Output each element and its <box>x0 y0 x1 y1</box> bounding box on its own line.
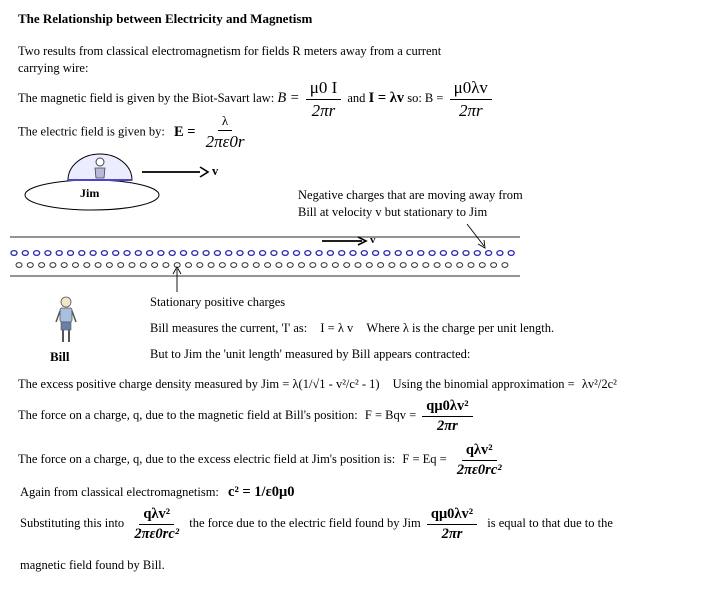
magnetic-prefix: The magnetic field is given by the Biot-Savart law: <box>18 90 275 105</box>
jim-velocity-label: v <box>212 164 219 178</box>
negative-charge <box>22 251 28 256</box>
electric-numerator: λ <box>218 114 232 131</box>
classical-prefix: Again from classical electromagnetism: <box>20 485 219 499</box>
substituting-middle: the force due to the electric field found by Jim <box>189 516 421 531</box>
electric-force-prefix: The force on a charge, q, due to the excess electric field at Jim's position is: <box>18 452 396 467</box>
b-lambda-v-denominator: 2πr <box>458 100 483 120</box>
negative-charge <box>474 251 480 256</box>
classical-equation: c² = 1/ε0μ0 <box>228 484 295 500</box>
positive-charge <box>479 263 485 268</box>
biot-savart-denominator: 2πr <box>311 100 336 120</box>
positive-charge <box>73 263 79 268</box>
negative-charge <box>463 251 469 256</box>
excess-charge-row <box>18 377 617 391</box>
substituting-numerator-2: qμ0λv² <box>427 506 477 525</box>
substituting-denominator-2: 2πr <box>441 525 463 542</box>
substituting-prefix: Substituting this into <box>20 516 125 531</box>
negative-charges-pointer <box>467 224 484 246</box>
positive-charge <box>276 263 282 268</box>
positive-charge <box>355 263 361 268</box>
wire-velocity-label: v <box>370 234 376 246</box>
negative-charge <box>135 251 141 256</box>
negative-charge <box>147 251 153 256</box>
negative-charge <box>90 251 96 256</box>
magnetic-force-row <box>18 398 476 434</box>
negative-charge <box>339 251 345 256</box>
biot-savart-numerator: μ0 I <box>306 78 342 100</box>
negative-charge <box>192 251 198 256</box>
negative-charge <box>327 251 333 256</box>
positive-charge <box>400 263 406 268</box>
jim-contract-text: But to Jim the 'unit length' measured by Bill appears contracted: <box>150 347 471 361</box>
electric-force-numerator: qλv² <box>462 442 497 461</box>
electric-force-denominator: 2πε0rc² <box>456 461 502 478</box>
b-lambda-v-numerator: μ0λv <box>450 78 492 100</box>
positive-charge <box>287 263 293 268</box>
excess-prefix: The excess positive charge density measured by Jim = <box>18 377 290 391</box>
electric-denominator: 2πε0r <box>205 131 245 151</box>
negative-charge <box>395 251 401 256</box>
positive-note: Stationary positive charges <box>150 295 286 309</box>
negative-charge <box>316 251 322 256</box>
e-equals: E = <box>173 123 196 140</box>
negative-charge <box>158 251 164 256</box>
substituting-suffix: is equal to that due to the <box>487 516 613 531</box>
jim-figure-head <box>96 158 104 166</box>
negative-charge <box>271 251 277 256</box>
positive-charge <box>231 263 237 268</box>
binomial-approx: λv²/2c² <box>581 377 617 391</box>
magnetic-force-prefix: The force on a charge, q, due to the magnetic field at Bill's position: <box>18 408 358 423</box>
negative-charge <box>440 251 446 256</box>
positive-charge <box>84 263 90 268</box>
positive-charge <box>457 263 463 268</box>
positive-charge <box>152 263 158 268</box>
bill-current-row <box>150 321 554 335</box>
negative-charge <box>248 251 254 256</box>
positive-charges-row <box>16 263 508 268</box>
positive-charge <box>389 263 395 268</box>
positive-charge <box>265 263 271 268</box>
negative-charge <box>181 251 187 256</box>
current-equation: I = λv <box>368 89 405 106</box>
negative-charge <box>350 251 356 256</box>
positive-charge <box>366 263 372 268</box>
substituting-fraction-1 <box>130 506 183 542</box>
bill-current-where: Where λ is the charge per unit length. <box>366 321 555 335</box>
binomial-text: Using the binomial approximation = <box>392 377 575 391</box>
positive-charge <box>310 263 316 268</box>
negative-charge <box>282 251 288 256</box>
negative-charge <box>418 251 424 256</box>
negative-charge <box>260 251 266 256</box>
positive-charge <box>378 263 384 268</box>
substituting-denominator-1: 2πε0rc² <box>134 525 180 542</box>
positive-charge <box>140 263 146 268</box>
magnetic-force-denominator: 2πr <box>437 417 458 434</box>
negative-charge <box>407 251 413 256</box>
excess-expression: λ(1/√1 - v²/c² - 1) <box>292 377 380 391</box>
magnetic-force-eq: F = Bqv = <box>364 408 417 423</box>
positive-charge <box>118 263 124 268</box>
positive-charge <box>434 263 440 268</box>
page-title: The Relationship between Electricity and Magnetism <box>18 11 313 26</box>
bill-current-text: Bill measures the current, 'I' as: <box>150 321 308 335</box>
negative-note-line-1: Negative charges that are moving away from <box>298 188 523 202</box>
negative-charge <box>79 251 85 256</box>
negative-charge <box>486 251 492 256</box>
positive-charge <box>186 263 192 268</box>
positive-charge <box>27 263 33 268</box>
negative-charge <box>226 251 232 256</box>
electric-force-row <box>18 442 509 478</box>
negative-charge <box>203 251 209 256</box>
classical-row <box>20 484 295 501</box>
positive-charge <box>208 263 214 268</box>
positive-charge <box>468 263 474 268</box>
negative-charge <box>361 251 367 256</box>
so-b-equals: so: B = <box>407 90 444 105</box>
positive-charge <box>61 263 67 268</box>
positive-charge <box>321 263 327 268</box>
negative-charge <box>214 251 220 256</box>
negative-charge <box>497 251 503 256</box>
positive-charge <box>197 263 203 268</box>
positive-charge <box>16 263 22 268</box>
negative-charge <box>508 251 514 256</box>
negative-charge <box>294 251 300 256</box>
negative-charge <box>373 251 379 256</box>
bill-current-equation: I = λ v <box>320 321 354 335</box>
negative-charge <box>169 251 175 256</box>
magnetic-force-fraction <box>422 398 472 434</box>
negative-charge <box>68 251 74 256</box>
positive-charge <box>129 263 135 268</box>
electric-force-eq: F = Eq = <box>402 452 447 467</box>
positive-charge <box>502 263 508 268</box>
electric-prefix: The electric field is given by: <box>18 124 165 139</box>
negative-charge <box>56 251 62 256</box>
positive-charge <box>242 263 248 268</box>
intro-line-1: Two results from classical electromagnetism for fields R meters away from a current <box>18 44 442 58</box>
negative-note-line-2: Bill at velocity v but stationary to Jim <box>298 205 488 219</box>
jim-velocity-arrowhead <box>200 167 208 177</box>
negative-charge <box>34 251 40 256</box>
negative-charge <box>237 251 243 256</box>
negative-charge <box>101 251 107 256</box>
substituting-last-line: magnetic field found by Bill. <box>20 558 165 572</box>
and-text: and <box>347 90 366 105</box>
positive-charge <box>344 263 350 268</box>
positive-charge <box>106 263 112 268</box>
positive-charge <box>445 263 451 268</box>
positive-charge <box>299 263 305 268</box>
positive-charge <box>50 263 56 268</box>
substituting-numerator-1: qλv² <box>139 506 174 525</box>
positive-charge <box>39 263 45 268</box>
negative-charge <box>429 251 435 256</box>
positive-charge <box>163 263 169 268</box>
intro-line-2: carrying wire: <box>18 61 89 75</box>
negative-charges-row <box>11 251 514 256</box>
bill-label: Bill <box>50 349 70 364</box>
negative-charge <box>45 251 51 256</box>
positive-charge <box>253 263 259 268</box>
negative-charge <box>113 251 119 256</box>
substituting-row <box>20 506 613 542</box>
positive-charge <box>491 263 497 268</box>
positive-charge <box>423 263 429 268</box>
positive-charge <box>95 263 101 268</box>
electric-force-fraction <box>453 442 506 478</box>
negative-charge <box>305 251 311 256</box>
magnetic-force-numerator: qμ0λv² <box>422 398 472 417</box>
negative-pointer-arrowhead <box>478 240 485 248</box>
positive-charge <box>412 263 418 268</box>
jim-figure-body <box>95 168 105 178</box>
negative-charge <box>124 251 130 256</box>
positive-charge <box>219 263 225 268</box>
b-equals: B = <box>277 89 300 106</box>
negative-charge <box>452 251 458 256</box>
positive-charge <box>332 263 338 268</box>
substituting-fraction-2 <box>427 506 477 542</box>
jim-label: Jim <box>80 186 100 200</box>
negative-charge <box>384 251 390 256</box>
bill-figure <box>56 297 76 342</box>
negative-charge <box>11 251 17 256</box>
